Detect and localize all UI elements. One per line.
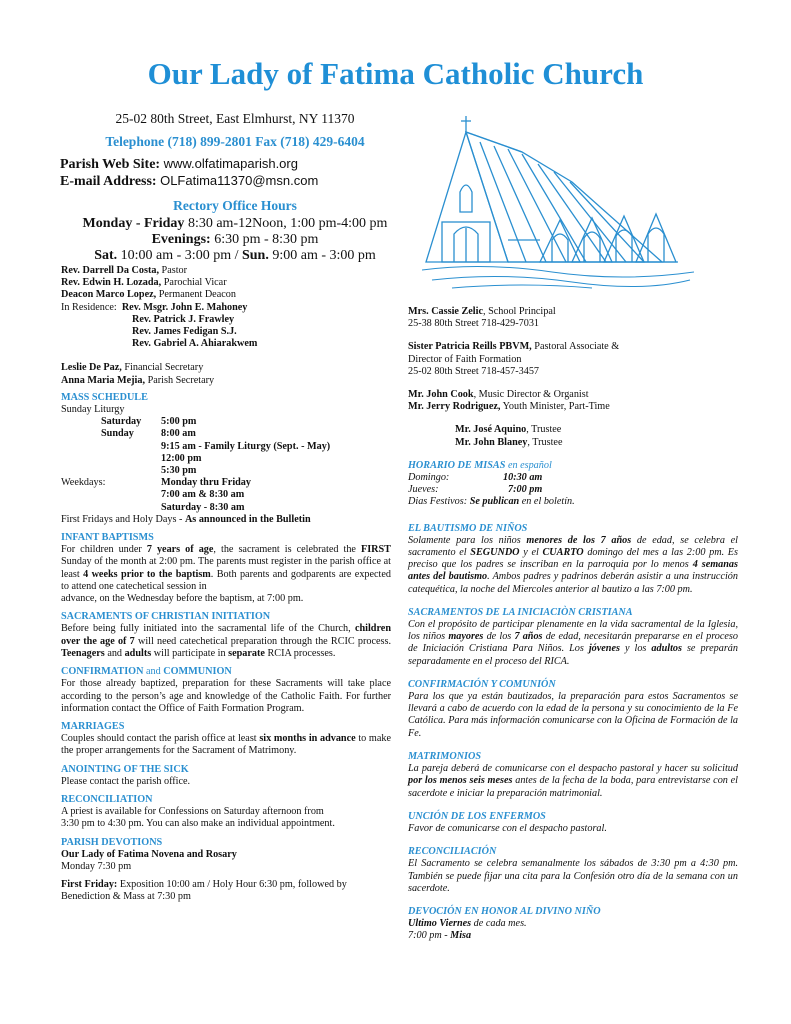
sat-hours: 10:00 am - 3:00 pm /: [117, 248, 242, 263]
secretary-role: Parish Secretary: [145, 374, 215, 386]
web-label: Parish Web Site:: [60, 157, 161, 172]
mass-time: Monday thru Friday: [161, 477, 251, 489]
matrimonios-text: La pareja deberá de comunicarse con el despacho pastoral y hacer su solicitud por los menos seis meses antes de la fecha de la boda, para entrevistarse con el sacerdote e iniciar la preparación matrimonial.: [408, 763, 738, 799]
reconciliation-text-1: A priest is available for Confessions on Saturday afternoon from: [61, 806, 324, 818]
devotions-heading: PARISH DEVOTIONS: [61, 836, 163, 848]
staff-name: Rev. Edwin H. Lozada,: [61, 277, 162, 289]
evenings-hours: 6:30 pm - 8:30 pm: [210, 232, 319, 247]
web-line: [60, 156, 410, 173]
music-item: Mr. John Cook, Music Director & Organist: [408, 389, 589, 401]
devocion-heading: DEVOCIÓN EN HONOR AL DIVINO NIÑO: [408, 905, 601, 917]
horario-jueves: Jueves: 7:00 pm: [408, 484, 543, 496]
staff-list: [61, 265, 391, 350]
iniciacion-heading: SACRAMENTOS DE LA INICIACIÒN CRISTIANA: [408, 606, 633, 618]
web-link[interactable]: www.olfatimaparish.org: [163, 156, 298, 171]
bautismo-heading: EL BAUTISMO DE NIÑOS: [408, 522, 528, 534]
weekdays-label: Weekdays:: [61, 477, 106, 489]
uncion-heading: UNCIÓN DE LOS ENFERMOS: [408, 810, 546, 822]
residence-label: In Residence:: [61, 301, 117, 313]
sat-label: Sat.: [94, 248, 118, 263]
staff-role: , School Principal: [482, 306, 556, 317]
office-days: Monday - Friday: [82, 216, 185, 231]
page-title: Our Lady of Fatima Catholic Church: [147, 56, 644, 91]
evenings-label: Evenings:: [151, 232, 211, 247]
residence-name: Rev. Msgr. John E. Mahoney: [121, 301, 248, 313]
contact-header: [60, 111, 410, 264]
infant-baptisms-heading: INFANT BAPTISMS: [61, 532, 154, 544]
mass-time: 12:00 pm: [161, 452, 202, 464]
sunday-liturgy-label: Sunday Liturgy: [61, 404, 125, 416]
horario-heading: HORARIO DE MISAS en español: [408, 459, 552, 471]
staff-role: Parochial Vicar: [161, 277, 227, 289]
devocion-text-2: 7:00 pm - Misa: [408, 930, 472, 942]
mass-time: 7:00 am & 8:30 am: [161, 489, 245, 501]
uncion-text: Favor de comunicarse con el despacho pastoral.: [408, 822, 607, 834]
secretary-name: Leslie De Paz,: [61, 362, 122, 374]
novena-title: Our Lady of Fatima Novena and Rosary: [61, 848, 237, 860]
infant-baptisms-text: For children under 7 years of age, the sacrament is celebrated the FIRST Sunday of the month at 2:00 pm. The parents must register in the parish office at least 4 weeks prior to the baptism. Both parents and godparents are expected to attend one catechetical session in: [61, 544, 391, 592]
staff-title: Director of Faith Formation: [408, 353, 522, 365]
first-friday-text: First Friday: Exposition 10:00 am / Holy Hour 6:30 pm, followed by Benediction & Mass at 7:30 pm: [61, 879, 347, 903]
staff-item: [61, 289, 391, 301]
devocion-text-1: Ultimo Viernes de cada mes.: [408, 918, 527, 930]
mass-time: 8:00 am: [161, 428, 196, 440]
residence-name: Rev. Patrick J. Frawley: [132, 313, 235, 325]
confirmacion-heading: CONFIRMACIÓN Y COMUNIÓN: [408, 678, 556, 690]
sun-hours: 9:00 am - 3:00 pm: [268, 248, 376, 263]
staff-role: Pastoral Associate &: [531, 341, 620, 353]
infant-baptisms-text-2: advance, on the Wednesday before the baptism, at 7:00 pm.: [61, 593, 304, 605]
anointing-text: Please contact the parish office.: [61, 775, 191, 787]
staff-name: Mrs. Cassie Zelic: [408, 306, 483, 317]
confirmacion-text: Para los que ya están bautizados, la preparación para estos Sacramentos se llevará a cabo de acuerdo con la edad de la persona y su conocimiento de la Fe Católica. Para más información comunicarse con la Oficina de Formación de la Fe.: [408, 691, 738, 739]
office-hours-weekend: [60, 248, 410, 264]
reconciliation-text-2: 3:30 pm to 4:30 pm. You can also make an individual appointment.: [61, 818, 335, 830]
email-label: E-mail Address:: [60, 174, 157, 189]
staff-item: [61, 277, 391, 289]
secretary-item: [61, 362, 391, 374]
horario-domingo: Domingo: 10:30 am: [408, 472, 543, 484]
mass-schedule-heading: MASS SCHEDULE: [61, 391, 148, 403]
phone-fax: Telephone (718) 899-2801 Fax (718) 429-6404: [105, 134, 365, 149]
secretary-item: [61, 375, 391, 387]
staff-contact: 25-02 80th Street 718-457-3457: [408, 365, 540, 377]
residence-name: Rev. Gabriel A. Ahiarakwem: [132, 338, 258, 350]
horario-festivos: Dias Festivos: Se publican en el boletín.: [408, 496, 575, 508]
secretary-role: Financial Secretary: [121, 362, 204, 374]
office-hours-heading: Rectory Office Hours: [173, 198, 297, 213]
confirmation-heading: CONFIRMATION and COMMUNION: [61, 666, 232, 678]
confirmation-text: For those already baptized, preparation for these Sacraments will take place according to the person’s age and knowledge of the Catholic Faith. For further information contact the Office of Faith Formation Program.: [61, 678, 391, 714]
email-line: [60, 173, 410, 190]
initiation-heading: SACRAMENTS OF CHRISTIAN INITIATION: [61, 611, 271, 623]
residence-name: Rev. James Fedigan S.J.: [132, 326, 237, 338]
staff-name: Sister Patricia Reills PBVM,: [408, 341, 532, 353]
mass-time: 5:00 pm: [161, 416, 197, 428]
reconciliation-heading: RECONCILIATION: [61, 793, 153, 805]
staff-contact: 25-38 80th Street 718-429-7031: [408, 318, 540, 330]
marriages-text: Couples should contact the parish office at least six months in advance to make the proper arrangements for the Sacrament of Matrimony.: [61, 733, 391, 757]
sun-label: Sun.: [241, 248, 269, 263]
office-hours-weekdays: [60, 216, 410, 232]
reconciliacion-heading: RECONCILIACIÓN: [408, 846, 497, 858]
trustee-item: Mr. John Blaney, Trustee: [455, 436, 563, 448]
secretary-name: Anna Maria Mejia,: [61, 374, 146, 386]
iniciacion-text: Con el propósito de participar plenamente en la vida sacramental de la Iglesia, los niños mayores de los 7 años de edad, necesitarán prepararse en el proceso de Iniciación Cristiana Para Niños. Los jóvenes y los adultos se preparán separadamente en el proceso del RICA.: [408, 619, 738, 667]
office-hours-evenings: [60, 232, 410, 248]
first-fridays: [61, 514, 391, 526]
initiation-text: Before being fully initiated into the sacramental life of the Church, children over the age of 7 will need catechetical preparation through the RCIC process. Teenagers and adults will participate in separate RCIA processes.: [61, 623, 391, 659]
church-illustration: [422, 112, 694, 290]
staff-item: [61, 265, 391, 277]
staff-role: Permanent Deacon: [156, 289, 236, 301]
reconciliacion-text: El Sacramento se celebra semanalmente los sábados de 3:30 pm a 4:30 pm. También se puede fijar una cita para la Confesión otro día de la semana con un sacerdote.: [408, 858, 738, 894]
residence-row: [61, 302, 391, 314]
mass-day: Sunday: [101, 428, 134, 440]
office-days-hours: 8:30 am-12Noon, 1:00 pm-4:00 pm: [184, 216, 388, 231]
music-item: Mr. Jerry Rodriguez, Youth Minister, Part-Time: [408, 401, 610, 413]
mass-time: Saturday - 8:30 am: [161, 501, 245, 513]
right-column: [408, 306, 738, 943]
email-link[interactable]: OLFatima11370@msn.com: [160, 173, 319, 188]
left-column: [61, 265, 391, 904]
matrimonios-heading: MATRIMONIOS: [408, 750, 482, 762]
staff-name: Rev. Darrell Da Costa,: [61, 265, 159, 276]
bautismo-text: Solamente para los niños menores de los 7 años de edad, se celebra el sacramento el SEGUNDO y el CUARTO domingo del mes a las 2:00 pm. Es preciso que los padres se inscriban en la parroquia por lo menos 4 semanas antes del bautismo. Ambos padres y padrinos deberán asistir a una instrucción catequética, la noche del Miercoles anterior al bautizo a las 7:00 pm.: [408, 534, 738, 595]
faith-formation-block: [408, 341, 738, 378]
marriages-heading: MARRIAGES: [61, 720, 125, 732]
staff-name: Deacon Marco Lopez,: [61, 289, 157, 301]
first-fridays-text: First Fridays and Holy Days -: [61, 513, 185, 525]
trustee-item: Mr. José Aquino, Trustee: [455, 424, 562, 436]
first-fridays-bold: As announced in the Bulletin: [184, 513, 311, 525]
address: 25-02 80th Street, East Elmhurst, NY 11370: [115, 111, 355, 126]
mass-schedule-table: [61, 416, 330, 514]
mass-time: 5:30 pm: [161, 465, 197, 477]
principal-block: [408, 306, 738, 330]
mass-time: 9:15 am - Family Liturgy (Sept. - May): [161, 440, 331, 452]
novena-time: Monday 7:30 pm: [61, 860, 132, 872]
mass-day: Saturday: [101, 416, 142, 428]
anointing-heading: ANOINTING OF THE SICK: [61, 763, 189, 775]
staff-role: Pastor: [159, 265, 188, 276]
